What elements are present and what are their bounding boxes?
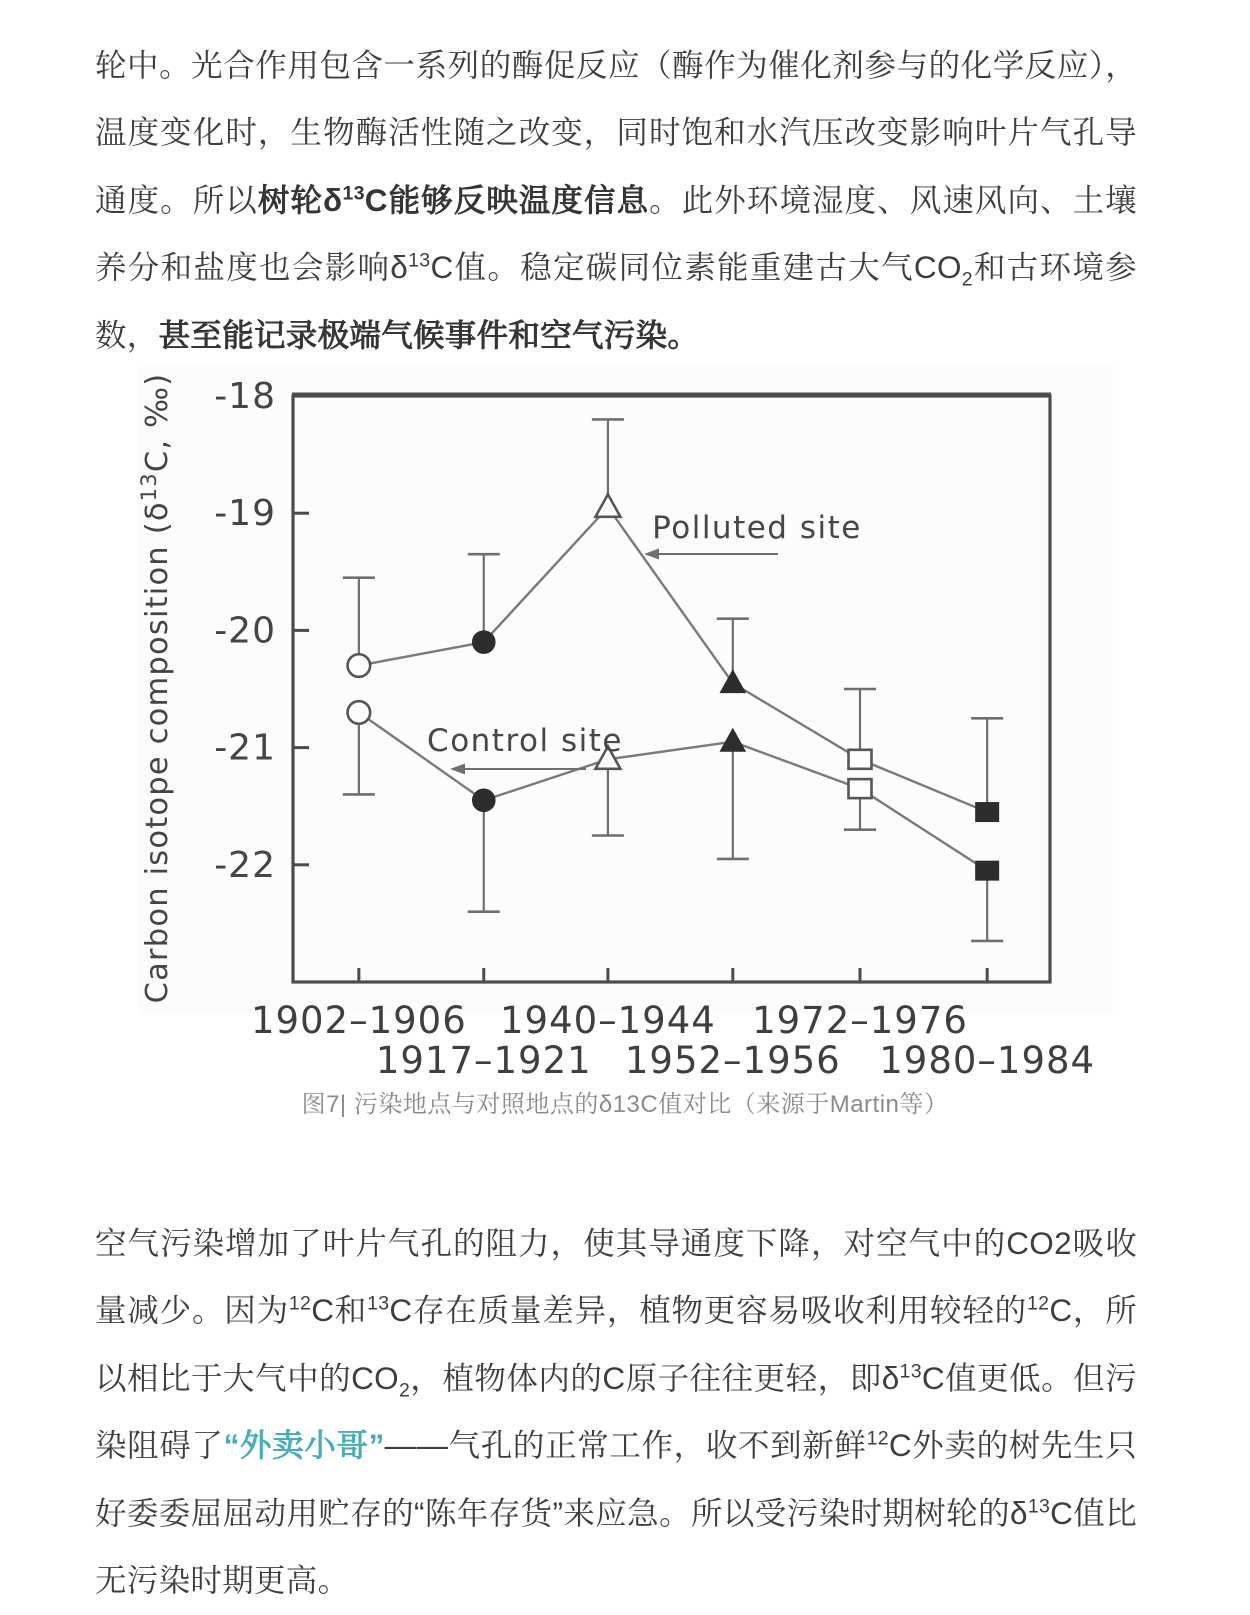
text-run: 12	[1027, 1292, 1050, 1315]
text-run: C值。稳定碳同位素能重建古大气CO	[430, 249, 962, 285]
y-axis-title: Carbon isotope composition ($\delta^{13}C$, ‰)	[137, 372, 175, 1004]
x-tick-label: 1952–1956	[624, 1039, 841, 1080]
text-run: 13	[899, 1360, 922, 1382]
text-run: 13	[1027, 1495, 1051, 1517]
text-run: 树轮δ	[257, 181, 343, 218]
text-run: C值更低。但污染阻碍了	[95, 1359, 1137, 1463]
svg-text:Polluted site: Polluted site	[652, 510, 862, 546]
figure-caption: 图7| 污染地点与对照地点的δ13C值对比（来源于Martin等）	[301, 1091, 949, 1118]
text-run: C，所以相比于大气中的CO	[95, 1292, 1137, 1396]
text-run: 甚至能记录极端气候事件和空气污染。	[158, 316, 700, 353]
text-run: C存在质量差异，植物更容易吸收利用较轻的	[389, 1292, 1027, 1328]
y-tick-label: -20	[214, 610, 276, 652]
x-tick-label: 1940–1944	[499, 999, 716, 1042]
text-run: “外卖小哥”	[223, 1427, 385, 1463]
x-tick-label: 1917–1921	[375, 1039, 592, 1080]
text-run: C和	[311, 1292, 368, 1328]
text-run: 和古环境参数，	[95, 249, 1137, 353]
text-run: C能够反映温度信息	[364, 181, 650, 218]
y-tick-label: -22	[214, 844, 276, 886]
scan-paper	[138, 366, 1113, 1014]
text-run: C外卖的树先生只好委委屈屈动用贮存的“陈年存货”来应急。所以受污染时期树轮的δ	[95, 1427, 1137, 1531]
paragraph-2	[95, 1210, 1137, 1615]
paragraph-1	[95, 32, 1137, 370]
text-run: 轮中。光合作用包含一系列的酶促反应（酶作为催化剂参与的化学反应），温度变化时，生物酶活性随之改变，同时饱和水汽压改变影响叶片气孔导通度。所以	[95, 46, 1137, 218]
text-run: C值比无污染时期更高。	[95, 1494, 1137, 1598]
text-run: 空气污染增加了叶片气孔的阻力，使其导通度下降，对空气中的CO2吸收量减少。因为	[95, 1224, 1137, 1328]
x-tick-label: 1902–1906	[250, 999, 467, 1042]
text-run: 12	[288, 1292, 312, 1315]
figure7-chart	[0, 360, 1250, 1080]
x-tick-label: 1980–1984	[879, 1039, 1096, 1080]
text-run: 2	[398, 1378, 411, 1401]
text-run: 13	[408, 249, 431, 272]
y-tick-label: -18	[214, 376, 276, 417]
y-tick-label: -21	[214, 727, 276, 769]
y-tick-label: -19	[214, 493, 276, 535]
x-tick-label: 1972–1976	[752, 999, 968, 1042]
svg-text:Control site: Control site	[427, 723, 623, 759]
text-run: 13	[342, 182, 365, 204]
text-run: 12	[866, 1427, 889, 1450]
text-run: 13	[367, 1292, 390, 1315]
text-run: ——气孔的正常工作，收不到新鲜	[384, 1427, 867, 1463]
text-run: 。此外环境湿度、风速风向、土壤养分和盐度也会影响δ	[95, 181, 1137, 285]
text-run: ，植物体内的C原子往往更轻，即δ	[410, 1359, 900, 1396]
text-run: 2	[961, 268, 973, 291]
